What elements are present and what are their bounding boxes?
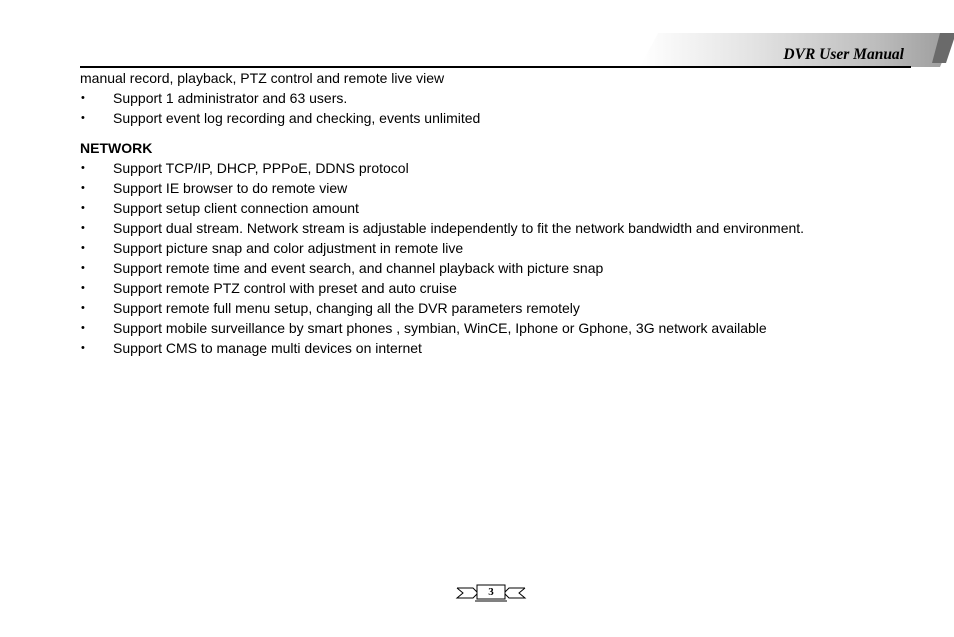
list-item: • Support remote full menu setup, changing all the DVR parameters remotely	[81, 300, 580, 316]
list-item: • Support dual stream. Network stream is adjustable independently to fit the network bandwidth and environment.	[81, 220, 805, 236]
list-item: • Support event log recording and checking, events unlimited	[81, 110, 481, 126]
page-number: 3	[488, 586, 494, 598]
bullet-icon: •	[81, 112, 85, 124]
bullet-icon: •	[81, 342, 85, 354]
bullet-icon: •	[81, 222, 85, 234]
list-item: • Support TCP/IP, DHCP, PPPoE, DDNS protocol	[81, 160, 409, 176]
list-item: • Support remote PTZ control with preset and auto cruise	[81, 280, 457, 296]
top-bullet-list	[80, 88, 920, 128]
bullet-icon: •	[81, 202, 85, 214]
bullet-icon: •	[81, 182, 85, 194]
page-content	[80, 68, 920, 358]
bullet-icon: •	[81, 302, 85, 314]
bullet-icon: •	[81, 162, 85, 174]
bullet-icon: •	[81, 262, 85, 274]
list-item: • Support setup client connection amount	[81, 200, 359, 216]
bullet-icon: •	[81, 282, 85, 294]
page-number-badge	[455, 584, 527, 606]
list-item: • Support remote time and event search, and channel playback with picture snap	[81, 260, 604, 276]
list-item: • Support mobile surveillance by smart phones , symbian, WinCE, Iphone or Gphone, 3G network available	[81, 320, 767, 336]
bullet-icon: •	[81, 322, 85, 334]
list-item: • Support IE browser to do remote view	[81, 180, 348, 196]
header-title: DVR User Manual	[783, 46, 904, 63]
network-bullet-list	[80, 158, 920, 358]
bullet-icon: •	[81, 92, 85, 104]
bullet-icon: •	[81, 242, 85, 254]
list-item: • Support CMS to manage multi devices on internet	[81, 340, 422, 356]
list-item: • Support picture snap and color adjustment in remote live	[81, 240, 464, 256]
continuation-text: manual record, playback, PTZ control and remote live view	[80, 70, 445, 86]
list-item: • Support 1 administrator and 63 users.	[81, 90, 348, 106]
section-heading-network: NETWORK	[80, 140, 153, 156]
